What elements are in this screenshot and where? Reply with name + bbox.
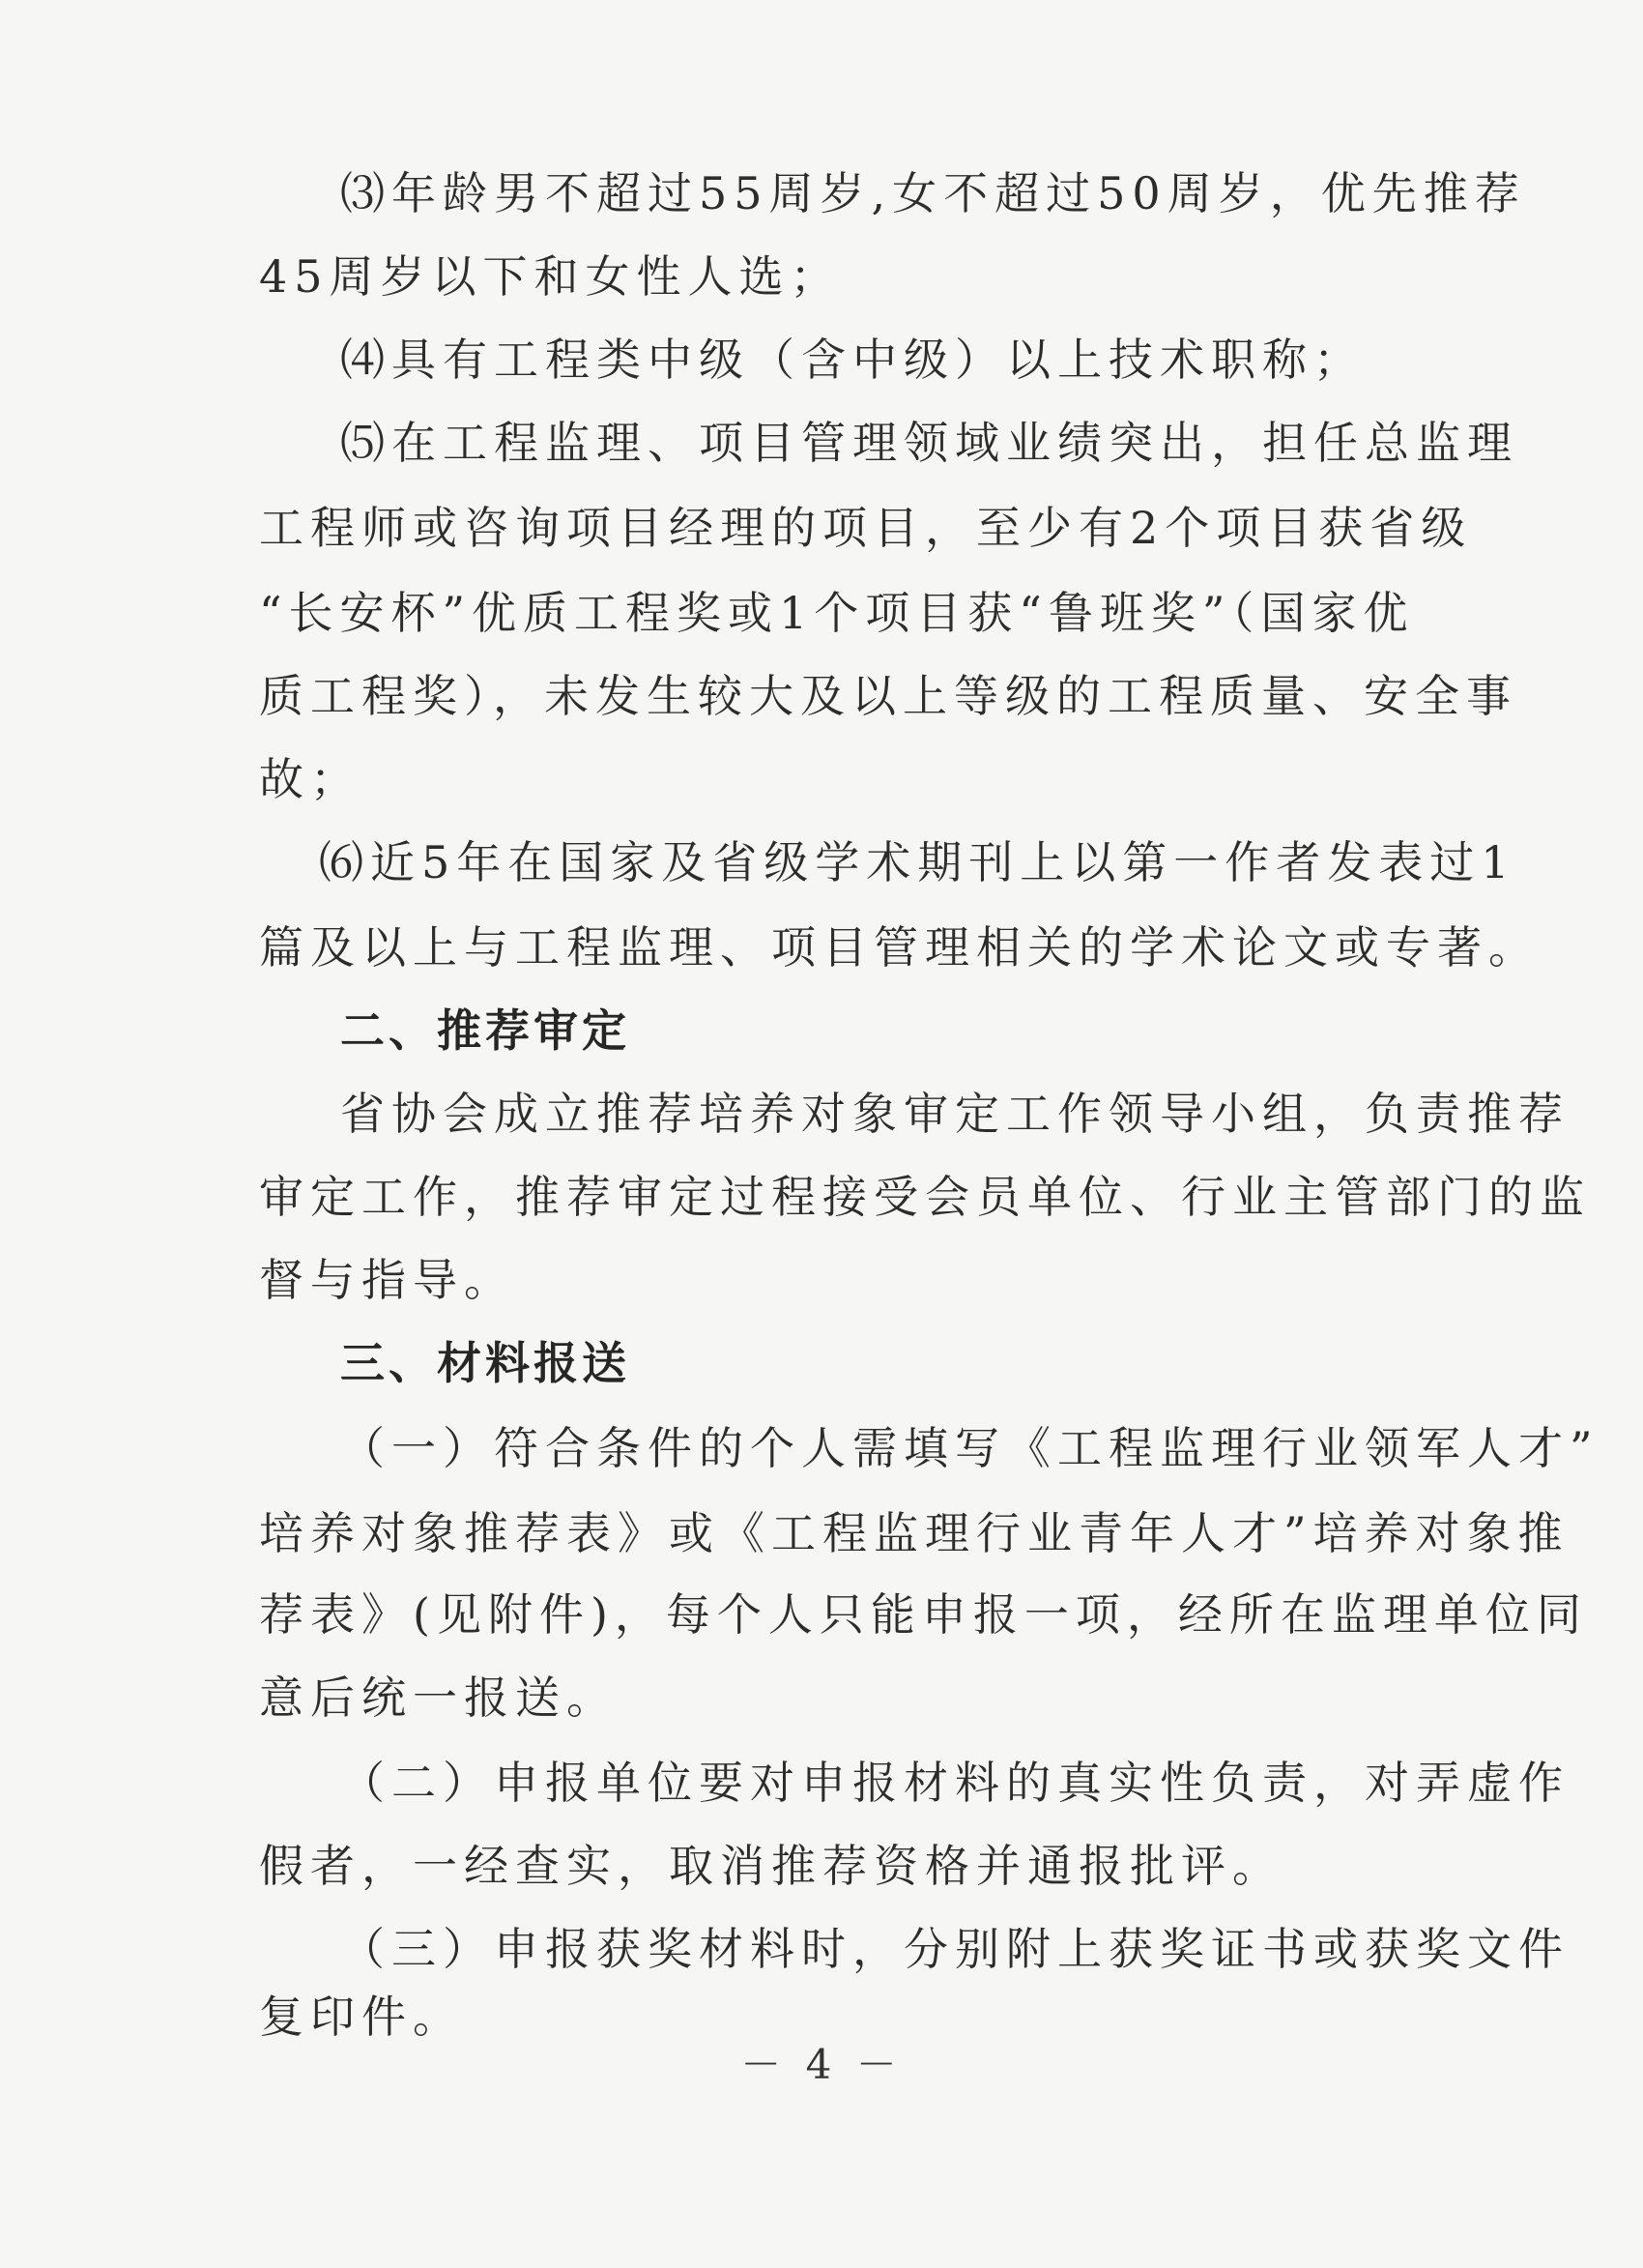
item-3-line-2: 45周岁以下和女性人选； [259, 250, 842, 303]
section-2-line-2: 审定工作，推荐审定过程接受会员单位、行业主管部门的监 [259, 1171, 1591, 1223]
item-5-line-4: 质工程奖），未发生较大及以上等级的工程质量、安全事 [259, 670, 1517, 722]
item-6-line-1: ⑹近5年在国家及省级学术期刊上以第一作者发表过1 [319, 836, 1516, 888]
section-2-line-1: 省协会成立推荐培养对象审定工作领导小组，负责推荐 [340, 1088, 1570, 1140]
section-3-p1-line-2: 培养对象推荐表》或《工程监理行业青年人才”培养对象推 [259, 1507, 1570, 1559]
section-2-line-3: 督与指导。 [259, 1254, 515, 1306]
section-3-p2-line-1: （二）申报单位要对申报材料的真实性负责，对弄虚作 [340, 1757, 1570, 1809]
item-4-line-1: ⑷具有工程类中级（含中级）以上技术职称； [340, 334, 1365, 386]
section-3-p1-line-3: 荐表》(见附件)，每个人只能申报一项，经所在监理单位同 [259, 1588, 1588, 1641]
section-3-heading: 三、材料报送 [340, 1337, 630, 1389]
section-3-p1-line-4: 意后统一报送。 [259, 1672, 618, 1724]
section-3-p2-line-2: 假者，一经查实，取消推荐资格并通报批评。 [259, 1840, 1283, 1892]
section-3-p3-line-2: 复印件。 [259, 1991, 464, 2043]
item-5-line-1: ⑸在工程监理、项目管理领域业绩突出，担任总监理 [340, 417, 1518, 469]
item-6-line-2: 篇及以上与工程监理、项目管理相关的学术论文或专著。 [259, 921, 1540, 974]
section-2-heading: 二、推荐审定 [340, 1004, 630, 1057]
item-5-line-3: “长安杯”优质工程奖或1个项目获“鲁班奖”（国家优 [259, 587, 1415, 639]
page-number: － 4 － [740, 2041, 903, 2088]
section-3-p1-line-1: （一）符合条件的个人需填写《工程监理行业领军人才” [340, 1422, 1600, 1474]
item-3-line-1: ⑶年龄男不超过55周岁,女不超过50周岁，优先推荐 [340, 167, 1526, 219]
item-5-line-2: 工程师或咨询项目经理的项目，至少有2个项目获省级 [259, 502, 1473, 554]
section-3-p3-line-1: （三）申报获奖材料时，分别附上获奖证书或获奖文件 [340, 1923, 1570, 1975]
item-5-line-5: 故； [259, 753, 361, 805]
